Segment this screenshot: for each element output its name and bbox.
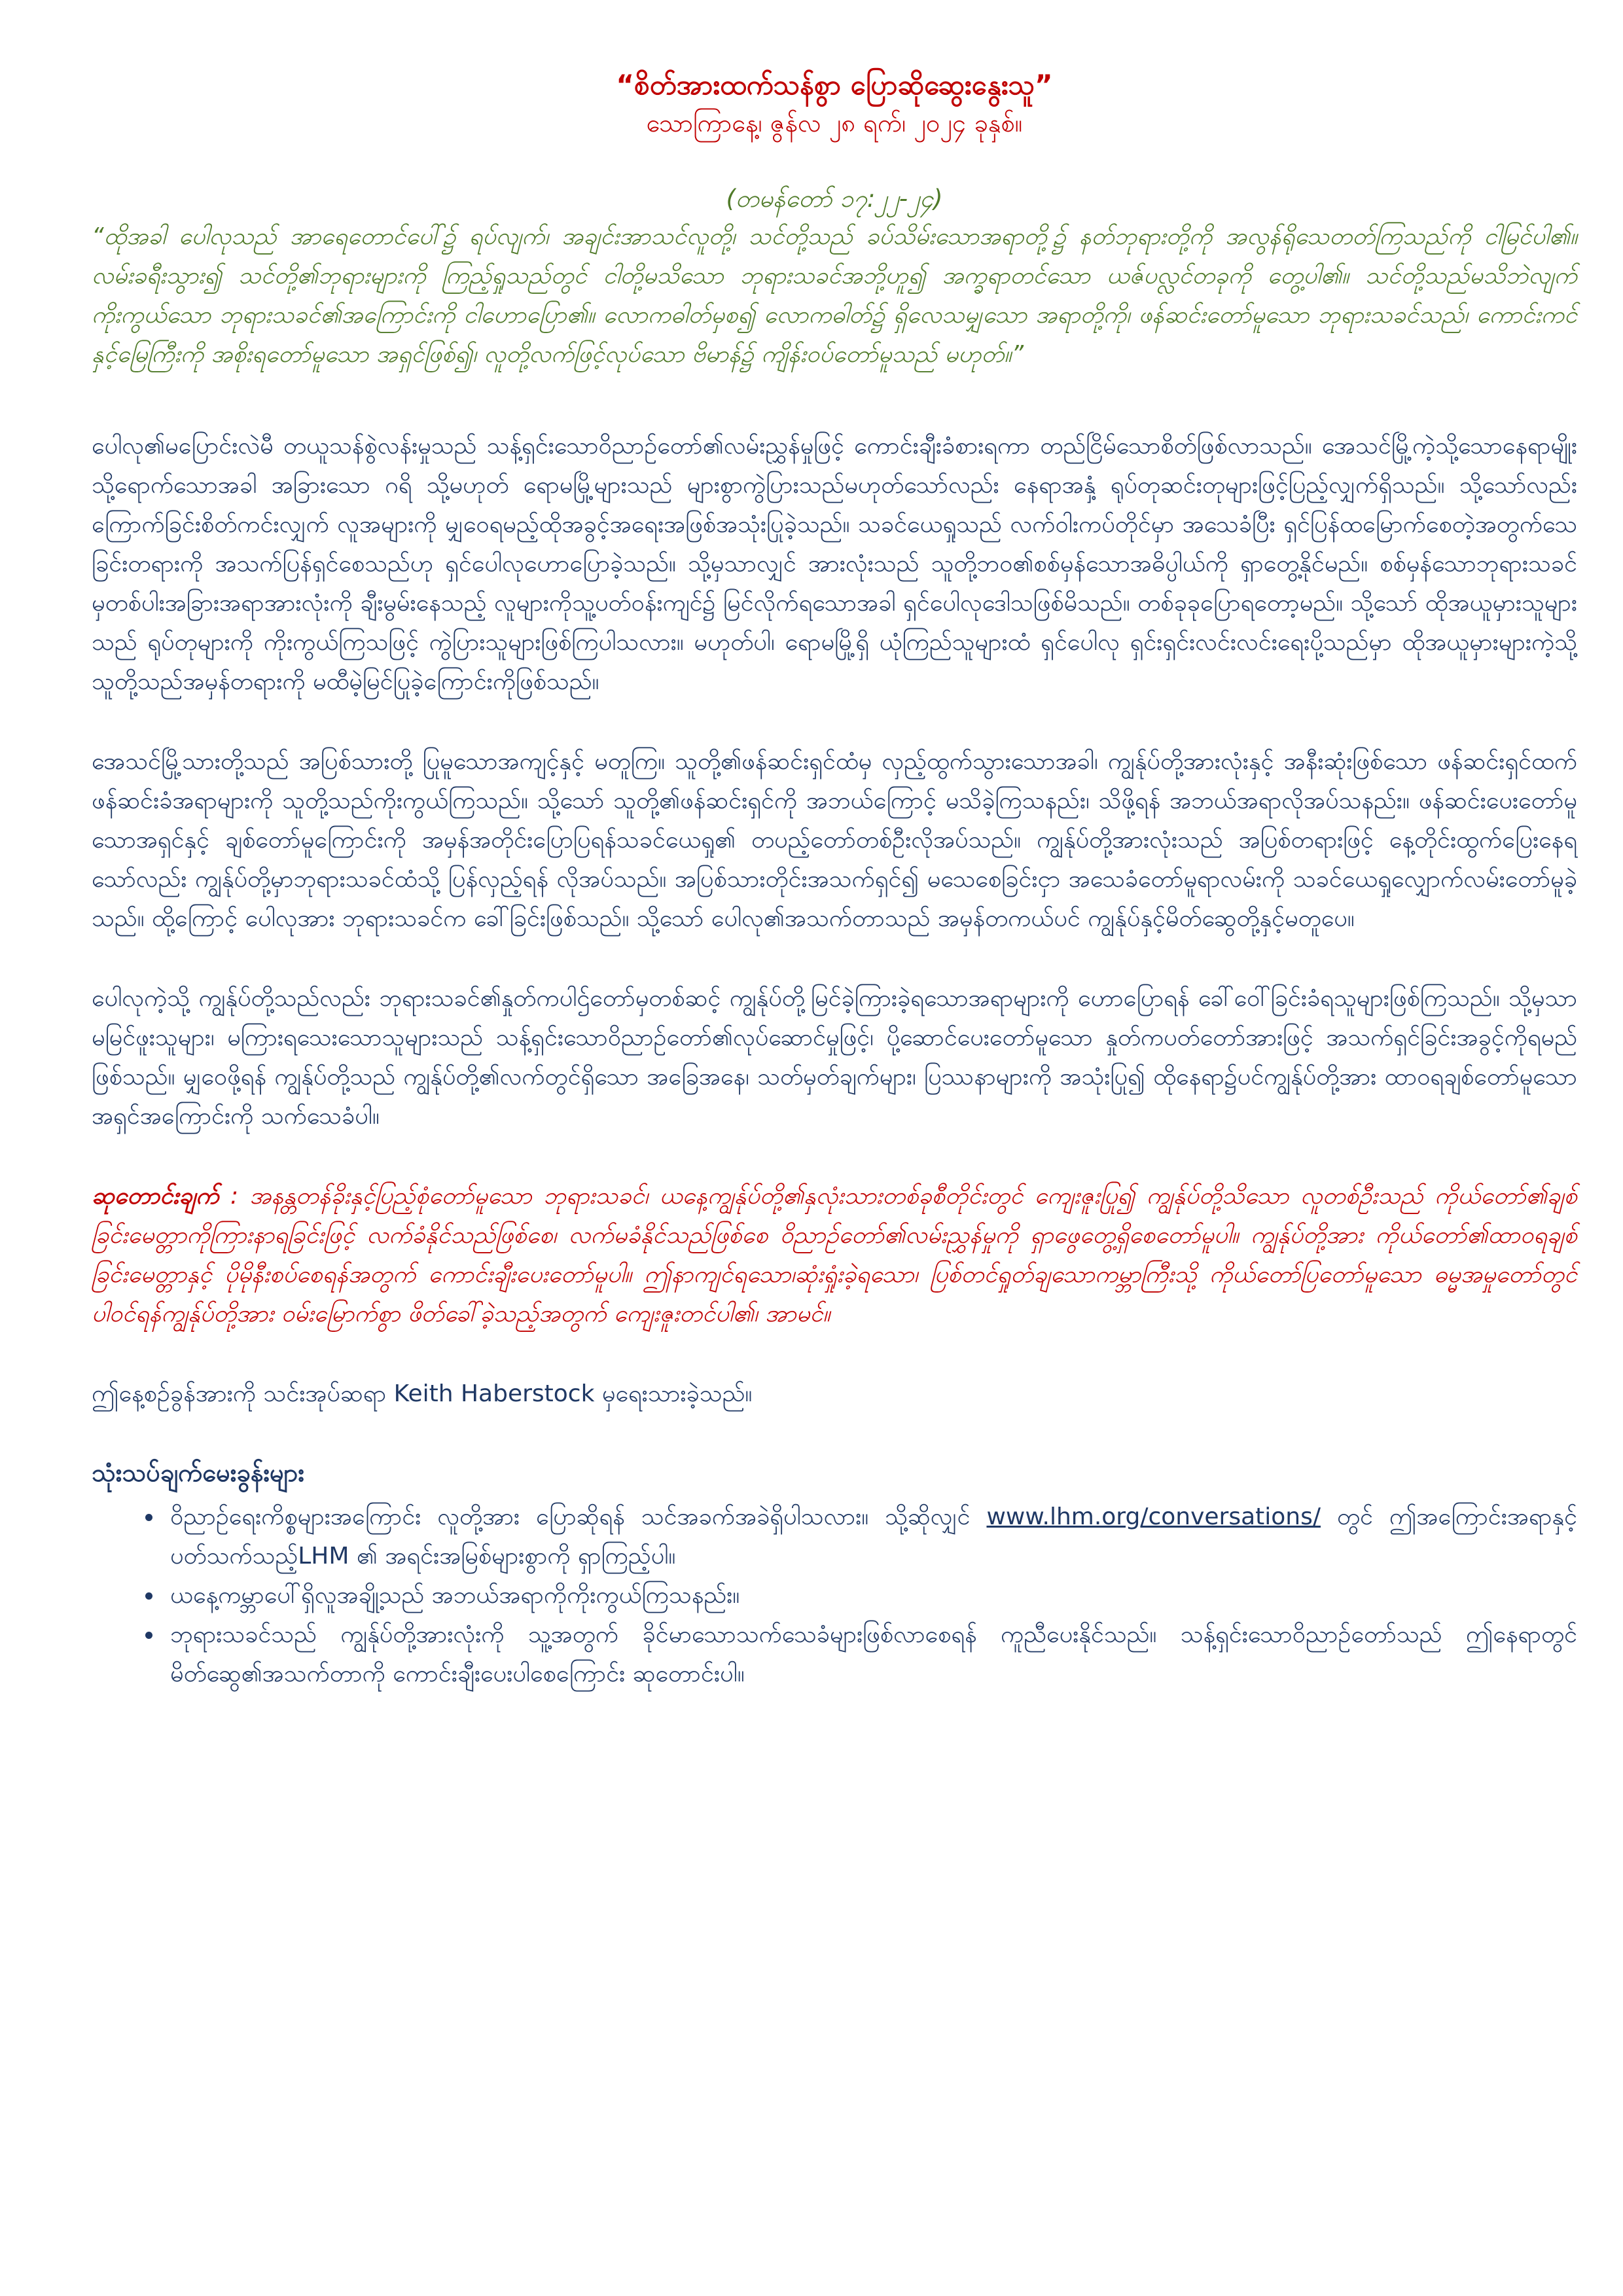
question-1-text-after: တွင် ဤအကြောင်းအရာနှင့်ပတ်သက်သည့်LHM ၏ အရင်းအမြစ်များစွာကို ရှာကြည့်ပါ။ — [170, 1503, 1577, 1570]
prayer-label: ဆုတောင်းချက် — [92, 1183, 219, 1210]
verse-text: “ထိုအခါ ပေါလုသည် အာရေတောင်ပေါ်၌ ရပ်လျက်၊ အချင်းအာသင်လူတို့၊ သင်တို့သည် ခပ်သိမ်းသောအရာတို့၌ နတ်ဘုရားတို့ကို အလွန်ရိုသေတတ်ကြသည်ကို ငါမြင်ပါ၏။ လမ်းခရီးသွား၍ သင်တို့၏ဘုရားများကို ကြည့်ရှုသည်တွင် ငါတို့မသိသော ဘုရားသခင်အဘို့ဟူ၍ အက္ခရာတင်သော ယဇ်ပလ္လင်တခုကို တွေ့ပါ၏။ သင်တို့သည်မသိဘဲလျက်ကိုးကွယ်သော ဘုရားသခင်၏အကြောင်းကို ငါဟောပြော၏။ လောကဓါတ်မှစ၍ လောကဓါတ်၌ ရှိလေသမျှသော အရာတို့ကို၊ ဖန်ဆင်းတော်မူသော ဘုရားသခင်သည်၊ ကောင်းကင်နှင့်မြေကြီးကို အစိုးရတော်မူသော အရှင်ဖြစ်၍၊ လူတို့လက်ဖြင့်လုပ်သော ဗိမာန်၌ ကျိန်းဝပ်တော်မူသည် မဟုတ်။” — [92, 223, 1577, 368]
body-paragraph-1: ပေါလု၏မပြောင်းလဲမီ တယူသန်စွဲလန်းမှုသည် သန့်ရှင်းသောဝိညာဉ်တော်၏လမ်းညွှန်မှုဖြင့် ကောင်းချီးခံစားရကာ တည်ငြိမ်သောစိတ်ဖြစ်လာသည်။ အေသင်မြို့ကဲ့သို့သောနေရာမျိုးသို့ရောက်သောအခါ အခြားသော ဂရိ သို့မဟုတ် ရောမမြို့များသည် များစွာကွဲပြားသည်မဟုတ်သော်လည်း နေရာအနှံ့ ရုပ်တုဆင်းတုများဖြင့်ပြည့်လျှက်ရှိသည်။ သို့သော်လည်း ကြောက်ခြင်းစိတ်ကင်းလျှက် လူအများကို မျှဝေရမည့်ထိုအခွင့်အရေးအဖြစ်အသုံးပြုခဲ့သည်။ သခင်ယေရှုသည် လက်ဝါးကပ်တိုင်မှာ အသေခံပြီး ရှင်ပြန်ထမြောက်စေတဲ့အတွက်သေခြင်းတရားကို အသက်ပြန်ရှင်စေသည်ဟု ရှင်ပေါလုဟောပြောခဲ့သည်။ သို့မှသာလျှင် အားလုံးသည် သူတို့ဘဝ၏စစ်မှန်သောအဓိပ္ပါယ်ကို ရှာတွေ့နိုင်မည်။ စစ်မှန်သောဘုရားသခင်မှတစ်ပါးအခြားအရာအားလုံးကို ချီးမွမ်းနေသည့် လူများကိုသူ့ပတ်ဝန်းကျင်၌ မြင်လိုက်ရသောအခါ ရှင်ပေါလုဒေါသဖြစ်မိသည်။ တစ်ခုခုပြောရတော့မည်။ သို့သော် ထိုအယူမှားသူများသည် ရုပ်တုများကို ကိုးကွယ်ကြသဖြင့် ကွဲပြားသူများဖြစ်ကြပါသလား။ မဟုတ်ပါ၊ ရောမမြို့ရှိ ယုံကြည်သူများထံ ရှင်ပေါလု ရှင်းရှင်းလင်းလင်းရေးပို့သည်မှာ ထိုအယူမှားများကဲ့သို့ သူတို့သည်အမှန်တရားကို မထီမဲ့မြင်ပြုခဲ့ကြောင်းကိုဖြစ်သည်။ — [92, 433, 1577, 695]
devotional-page — [92, 65, 1577, 1694]
body-paragraph-3: ပေါလုကဲ့သို့ ကျွန်ုပ်တို့သည်လည်း ဘုရားသခင်၏နှုတ်ကပါဌ်တော်မှတစ်ဆင့် ကျွန်ုပ်တို့မြင်ခဲ့ကြားခဲ့ရသောအရာများကို ဟောပြောရန် ခေါ်ဝေါ်ခြင်းခံရသူများဖြစ်ကြသည်။ သို့မှသာ မမြင်ဖူးသူများ၊ မကြားရသေးသောသူများသည် သန့်ရှင်းသောဝိညာဉ်တော်၏လုပ်ဆောင်မှုဖြင့်၊ ပို့ဆောင်ပေးတော်မူသော နှုတ်ကပတ်တော်အားဖြင့် အသက်ရှင်ခြင်းအခွင့်ကိုရမည်ဖြစ်သည်။ မျှဝေဖို့ရန် ကျွန်ုပ်တို့သည် ကျွန်ုပ်တို့၏လက်တွင်ရှိသော အခြေအနေ၊ သတ်မှတ်ချက်များ၊ ပြဿနာများကို အသုံးပြု၍ ထိုနေရာ၌ပင်ကျွန်ုပ်တို့အား ထာဝရချစ်တော်မူသောအရှင်အကြောင်းကို သက်သေခံပါ။ — [92, 985, 1577, 1130]
body-paragraph-2: အေသင်မြို့သားတို့သည် အပြစ်သားတို့ ပြုမူသောအကျင့်နှင့် မတူကြ။ သူတို့၏ဖန်ဆင်းရှင်ထံမှ လှည့်ထွက်သွားသောအခါ၊ ကျွန်ုပ်တို့အားလုံးနှင့် အနီးဆုံးဖြစ်သော ဖန်ဆင်းရှင်ထက် ဖန်ဆင်းခံအရာများကို သူတို့သည်ကိုးကွယ်ကြသည်။ သို့သော် သူတို့၏ဖန်ဆင်းရှင်ကို အဘယ်ကြောင့် မသိခဲ့ကြသနည်း၊ သိဖို့ရန် အဘယ်အရာလိုအပ်သနည်း။ ဖန်ဆင်းပေးတော်မူသောအရှင်နှင့် ချစ်တော်မူကြောင်းကို အမှန်အတိုင်းပြောပြရန်သခင်ယေရှု၏ တပည့်တော်တစ်ဦးလိုအပ်သည်။ ကျွန်ုပ်တို့အားလုံးသည် အပြစ်တရားဖြင့် နေ့တိုင်းထွက်ပြေးနေရသော်လည်း ကျွန်ုပ်တို့မှာဘုရားသခင်ထံသို့ ပြန်လှည့်ရန် လိုအပ်သည်။ အပြစ်သားတိုင်းအသက်ရှင်၍ မသေစေခြင်းငှာ အသေခံတော်မူရာလမ်းကို သခင်ယေရှုလျှောက်လမ်းတော်မူခဲ့သည်။ ထို့ကြောင့် ပေါလုအား ဘုရားသခင်က ခေါ်ခြင်းဖြစ်သည်။ သို့သော် ပေါလု၏အသက်တာသည် အမှန်တကယ်ပင် ကျွန်ုပ်နှင့်မိတ်ဆွေတို့နှင့်မတူပေ။ — [92, 748, 1577, 932]
date-line: သောကြာနေ့၊ ဇွန်လ ၂၈ ရက်၊ ၂၀၂၄ ခုနှစ်။ — [646, 109, 1023, 137]
page-title: “စိတ်အားထက်သန်စွာ ပြောဆိုဆွေးနွေးသူ” — [616, 69, 1053, 101]
verse-reference: (တမန်တော် ၁၇:၂၂-၂၄) — [726, 185, 943, 213]
questions-list — [92, 1498, 1577, 1694]
question-item-2 — [164, 1576, 1577, 1615]
conversations-link[interactable]: www.lhm.org/conversations/ — [986, 1503, 1321, 1530]
question-1-text-before: ဝိညာဉ်ရေးကိစ္စများအကြောင်း လူတို့အား ပြောဆိုရန် သင်အခက်အခဲရှိပါသလား။ သို့ဆိုလျှင် — [170, 1503, 987, 1530]
question-3-text: ဘုရားသခင်သည် ကျွန်ုပ်တို့အားလုံးကို သူ့အတွက် ခိုင်မာသောသက်သေခံများဖြစ်လာစေရန် ကူညီပေးနိုင်သည်။ သန့်ရှင်းသောဝိညာဉ်တော်သည် ဤနေရာတွင်မိတ်ဆွေ၏အသက်တာကို ကောင်းချီးပေးပါစေကြောင်း ဆုတောင်းပါ။ — [170, 1621, 1577, 1687]
prayer-block — [92, 1177, 1577, 1334]
question-item-3 — [164, 1615, 1577, 1694]
prayer-text: အနန္တတန်ခိုးနှင့်ပြည့်စုံတော်မူသော ဘုရားသခင်၊ ယနေ့ကျွန်ုပ်တို့၏နှလုံးသားတစ်ခုစီတိုင်းတွင် ကျေးဇူးပြု၍ ကျွန်ုပ်တို့သိသော လူတစ်ဦးသည် ကိုယ်တော်၏ချစ်ခြင်းမေတ္တာကိုကြားနာရခြင်းဖြင့် လက်ခံနိုင်သည်ဖြစ်စေ၊ လက်မခံနိုင်သည်ဖြစ်စေ ဝိညာဉ်တော်၏လမ်းညွှန်မှုကို ရှာဖွေတွေ့ရှိစေတော်မူပါ။ ကျွန်ုပ်တို့အား ကိုယ်တော်၏ထာဝရချစ်ခြင်းမေတ္တာနှင့် ပိုမိုနီးစပ်စေရန်အတွက် ကောင်းချီးပေးတော်မူပါ။ ဤနာကျင်ရသော၊ဆုံးရှုံးခဲ့ရသော၊ ပြစ်တင်ရှုတ်ချသောကမ္ဘာကြီးသို့ ကိုယ်တော်ပြတော်မူသော ဓမ္မအမှုတော်တွင်ပါဝင်ရန်ကျွန်ုပ်တို့အား ဝမ်းမြောက်စွာ ဖိတ်ခေါ်ခဲ့သည့်အတွက် ကျေးဇူးတင်ပါ၏၊ အာမင်။ — [92, 1183, 1578, 1327]
prayer-separator: : — [219, 1183, 250, 1210]
questions-title: သုံးသပ်ချက်မေးခွန်းများ — [92, 1458, 305, 1487]
question-item-1 — [164, 1498, 1577, 1576]
question-2-text: ယနေ့ကမ္ဘာပေါ်ရှိလူအချို့သည် အဘယ်အရာကိုကိုးကွယ်ကြသနည်း။ — [170, 1582, 740, 1609]
author-credit: ဤနေ့စဉ်ခွန်အားကို သင်းအုပ်ဆရာ Keith Haberstock မှရေးသားခဲ့သည်။ — [92, 1380, 753, 1407]
